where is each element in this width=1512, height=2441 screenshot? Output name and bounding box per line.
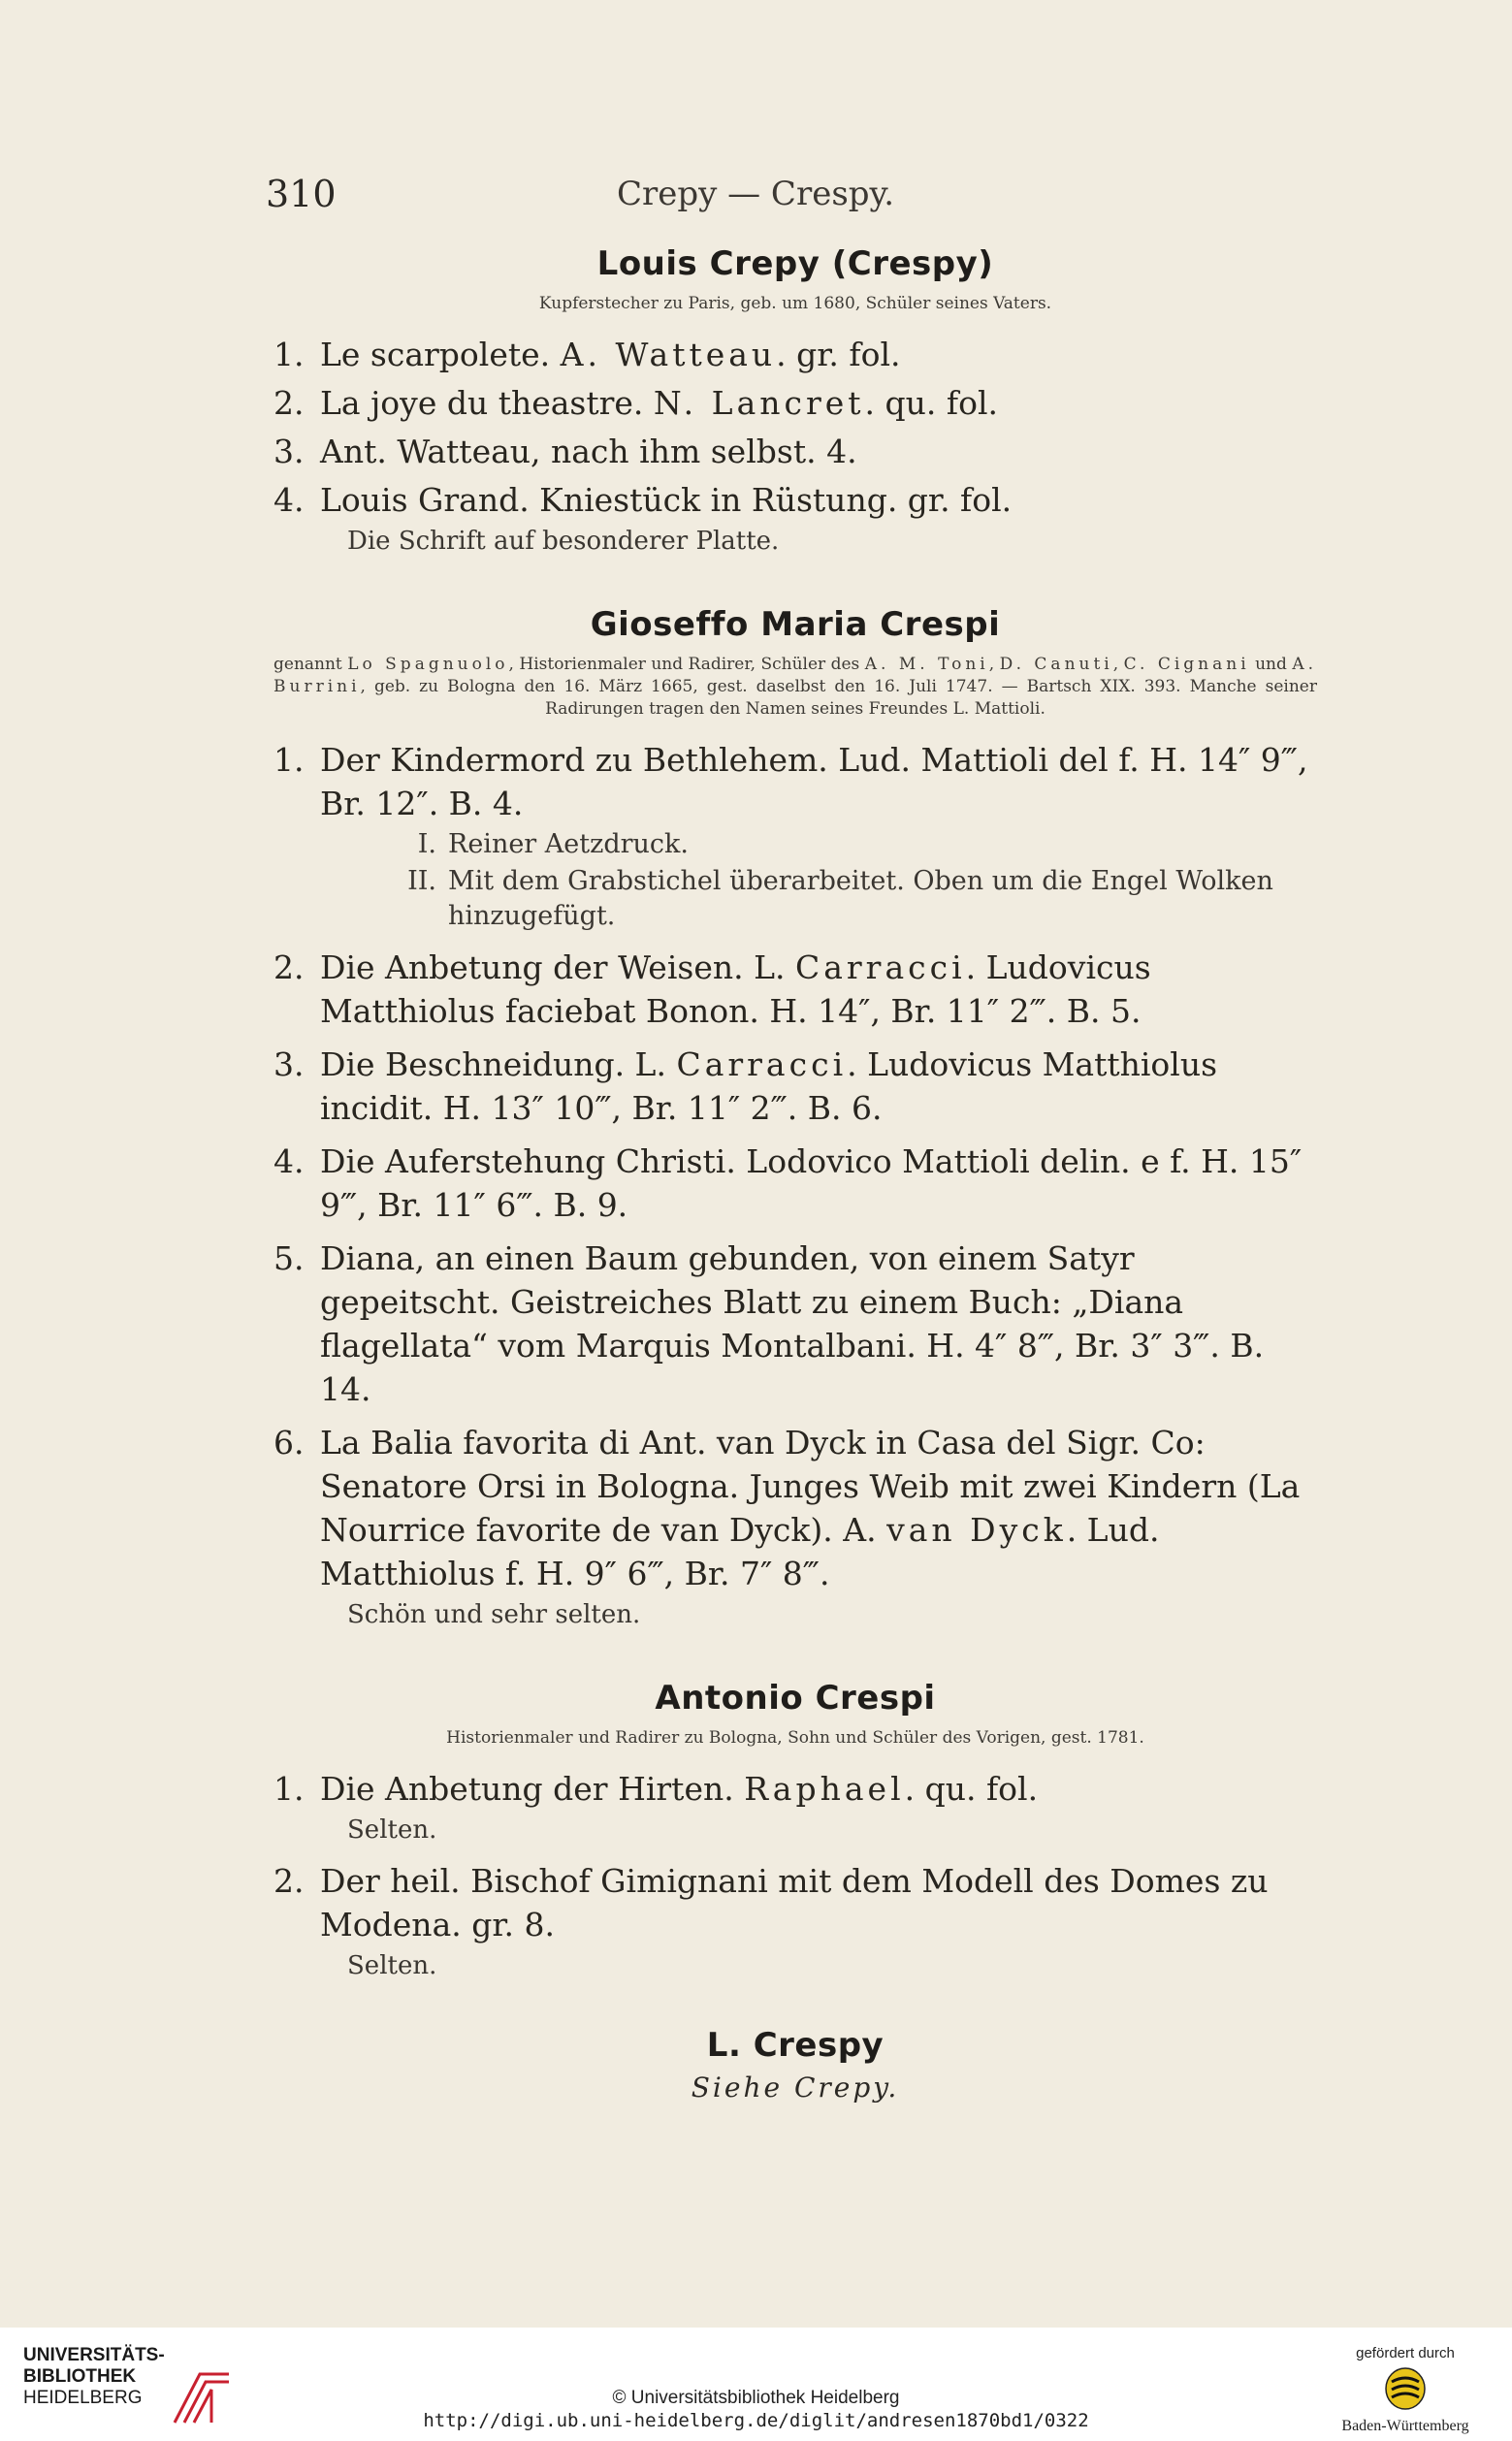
entry-text: Le scarpolete. A. Watteau. gr. fol. — [320, 336, 901, 373]
catalog-entry — [273, 738, 1317, 825]
section-bio: Kupferstecher zu Paris, geb. um 1680, Schüler seines Vaters. — [538, 294, 1052, 313]
digitization-footer — [0, 2328, 1512, 2441]
running-head: Crepy — Crespy. — [616, 175, 895, 213]
catalog-entry — [273, 1767, 1317, 1811]
entry-number: 4. — [273, 481, 305, 519]
state-item — [273, 864, 1317, 934]
entry-number: 1. — [273, 1770, 305, 1808]
entry-number: 4. — [273, 1142, 305, 1180]
library-name-line: HEIDELBERG — [23, 2388, 143, 2408]
section-heading: Antonio Crespi — [655, 1679, 936, 1718]
catalog-entry — [273, 1043, 1317, 1130]
section-heading: Gioseffo Maria Crespi — [590, 605, 1001, 644]
catalog-entry — [273, 1237, 1317, 1411]
page-header — [266, 173, 1245, 219]
sponsor-block — [1318, 2345, 1493, 2435]
section-antonio-crespi — [273, 1675, 1317, 1983]
entry-number: 1. — [273, 336, 305, 373]
entry-text: Die Anbetung der Hirten. Raphael. qu. fol. — [320, 1770, 1039, 1808]
entry-note: Die Schrift auf besonderer Platte. — [347, 527, 780, 556]
entry-text: Der Kindermord zu Bethlehem. Lud. Mattioli del f. H. 14″ 9‴, Br. 12″. B. 4. — [320, 741, 1308, 822]
state-numeral: I. — [417, 829, 436, 859]
entry-text: Ant. Watteau, nach ihm selbst. 4. — [320, 433, 857, 470]
entry-text: Die Anbetung der Weisen. L. Carracci. Ludovicus Matthiolus faciebat Bonon. H. 14″, Br. 11″ 2‴. B. 5. — [320, 948, 1151, 1030]
entry-note: Selten. — [347, 1951, 437, 1980]
entry-number: 2. — [273, 1862, 305, 1900]
section-bio: genannt Lo Spagnuolo, Historienmaler und Radirer, Schüler des A. M. Toni, D. Canuti, C. Cignani und A. Burrini, geb. zu Bologna den 16. März 1665, gest. daselbst den 16. Juli 1747. — Bartsch XIX. 393. Manche seiner Radirungen tragen den Namen seines Freundes L. Mattioli. — [273, 655, 1317, 719]
entry-number: 6. — [273, 1424, 305, 1461]
catalog-entry — [273, 333, 1317, 376]
state-item — [273, 827, 1317, 862]
library-name-line: BIBLIOTHEK — [23, 2366, 137, 2387]
entry-text: La Balia favorita di Ant. van Dyck in Casa del Sigr. Co: Senatore Orsi in Bologna. Junges Weib mit zwei Kindern (La Nourrice favorite de van Dyck). A. van Dyck. Lud. Matthiolus f. H. 9″ 6‴, Br. 7″ 8‴. — [320, 1424, 1301, 1592]
section-heading: Louis Crepy (Crespy) — [596, 244, 994, 283]
catalog-entry — [273, 1140, 1317, 1227]
section-bio: Historienmaler und Radirer zu Bologna, Sohn und Schüler des Vorigen, gest. 1781. — [446, 1728, 1144, 1748]
catalog-entry — [273, 1421, 1317, 1595]
state-text: Mit dem Grabstichel überarbeitet. Oben um die Engel Wolken hinzugefügt. — [448, 866, 1273, 931]
section-heading: L. Crespy — [706, 2026, 885, 2065]
entry-number: 3. — [273, 1045, 305, 1083]
entry-number: 5. — [273, 1239, 305, 1277]
catalog-entry — [273, 430, 1317, 473]
library-name-line: UNIVERSITÄTS- — [23, 2345, 165, 2365]
entry-number: 3. — [273, 433, 305, 470]
catalog-entry — [273, 946, 1317, 1033]
entry-text: Die Beschneidung. L. Carracci. Ludovicus Matthiolus incidit. H. 13″ 10‴, Br. 11″ 2‴. B. 6. — [320, 1045, 1218, 1127]
state-numeral: II. — [407, 866, 436, 896]
catalog-entry — [273, 381, 1317, 425]
entry-text: Der heil. Bischof Gimignani mit dem Modell des Domes zu Modena. gr. 8. — [320, 1862, 1269, 1943]
sponsor-label: gefördert durch — [1356, 2345, 1455, 2361]
state-text: Reiner Aetzdruck. — [448, 829, 689, 859]
entry-text: Die Auferstehung Christi. Lodovico Mattioli delin. e f. H. 15″ 9‴, Br. 11″ 6‴. B. 9. — [320, 1142, 1303, 1224]
section-l-crespy — [273, 2022, 1317, 2107]
sponsor-name: Baden-Württemberg — [1341, 2418, 1469, 2434]
entry-text: Louis Grand. Kniestück in Rüstung. gr. fol. — [320, 481, 1013, 519]
section-louis-crepy — [273, 241, 1317, 559]
copyright-notice: © Universitätsbibliothek Heidelberg — [612, 2388, 900, 2408]
catalog-entry — [273, 1859, 1317, 1946]
section-gioseffo-maria-crespi — [273, 601, 1317, 1632]
page-body — [273, 241, 1317, 2107]
entry-number: 2. — [273, 384, 305, 422]
entry-text: Diana, an einen Baum gebunden, von einem Satyr gepeitscht. Geistreiches Blatt zu einem Buch: „Diana flagellata“ vom Marquis Montalbani. H. 4″ 8‴, Br. 3″ 3‴. B. 14. — [320, 1239, 1265, 1408]
entry-note: Selten. — [347, 1815, 437, 1845]
page-number: 310 — [266, 173, 337, 215]
entry-number: 2. — [273, 948, 305, 986]
permalink-url[interactable]: http://digi.ub.uni-heidelberg.de/diglit/andresen1870bd1/0322 — [423, 2410, 1089, 2431]
see-also-reference: Siehe Crepy. — [691, 2072, 900, 2104]
entry-number: 1. — [273, 741, 305, 779]
entry-text: La joye du theastre. N. Lancret. qu. fol. — [320, 384, 999, 422]
catalog-entry — [273, 478, 1317, 522]
entry-note: Schön und sehr selten. — [347, 1600, 641, 1629]
state-crest-icon — [1384, 2366, 1427, 2411]
